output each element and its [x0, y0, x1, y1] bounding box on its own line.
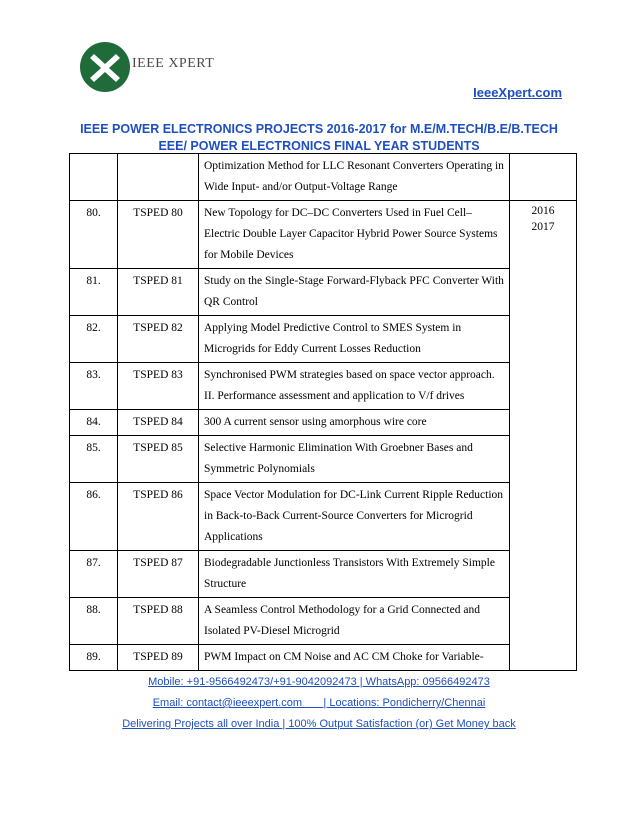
row-number: 82. [70, 316, 118, 363]
page-subtitle: EEE/ POWER ELECTRONICS FINAL YEAR STUDENTS [158, 139, 480, 153]
project-title: Applying Model Predictive Control to SMES System in Microgrids for Eddy Current Losses Reduction [199, 316, 510, 363]
project-code: TSPED 81 [118, 269, 199, 316]
year-end: 2017 [531, 221, 555, 233]
project-code: TSPED 85 [118, 436, 199, 483]
row-number [70, 154, 118, 201]
project-code: TSPED 87 [118, 551, 199, 598]
row-number: 84. [70, 410, 118, 436]
project-title: Biodegradable Junctionless Transistors With Extremely Simple Structure [199, 551, 510, 598]
year-start: 2016 [531, 205, 555, 217]
row-number: 80. [70, 201, 118, 269]
table-row [70, 551, 577, 598]
project-title: Space Vector Modulation for DC-Link Current Ripple Reduction in Back-to-Back Current-Source Converters for Microgrid Applications [199, 483, 510, 551]
project-code: TSPED 88 [118, 598, 199, 645]
project-title: 300 A current sensor using amorphous wire core [199, 410, 510, 436]
table-row [70, 410, 577, 436]
row-number: 85. [70, 436, 118, 483]
table-row [70, 316, 577, 363]
row-number: 89. [70, 645, 118, 671]
project-code: TSPED 80 [118, 201, 199, 269]
page-title: IEEE POWER ELECTRONICS PROJECTS 2016-2017 for M.E/M.TECH/B.E/B.TECH [80, 122, 558, 136]
logo-x-icon [80, 42, 130, 92]
year-cell [510, 201, 577, 671]
table-row [70, 436, 577, 483]
table-row [70, 598, 577, 645]
table-row [70, 363, 577, 410]
footer-contact-email[interactable]: Email: contact@ieeexpert.com | Locations: Pondicherry/Chennai [152, 697, 486, 709]
table-row [70, 201, 577, 269]
row-number: 88. [70, 598, 118, 645]
row-number: 81. [70, 269, 118, 316]
project-title: Optimization Method for LLC Resonant Converters Operating in Wide Input- and/or Output-Voltage Range [199, 154, 510, 201]
table-row [70, 154, 577, 201]
project-code: TSPED 82 [118, 316, 199, 363]
footer-tagline[interactable]: Delivering Projects all over India | 100% Output Satisfaction (or) Get Money back [122, 718, 516, 730]
project-title: New Topology for DC–DC Converters Used in Fuel Cell–Electric Double Layer Capacitor Hybrid Power Source Systems for Mobile Devices [199, 201, 510, 269]
project-code: TSPED 89 [118, 645, 199, 671]
year-cell-empty [510, 154, 577, 201]
table-row [70, 645, 577, 671]
project-code: TSPED 84 [118, 410, 199, 436]
footer-contact-phone[interactable]: Mobile: +91-9566492473/+91-9042092473 | WhatsApp: 09566492473 [148, 676, 490, 688]
project-title: A Seamless Control Methodology for a Grid Connected and Isolated PV-Diesel Microgrid [199, 598, 510, 645]
table-row [70, 269, 577, 316]
ieee-xpert-logo [80, 42, 215, 92]
projects-table [69, 153, 577, 671]
row-number: 83. [70, 363, 118, 410]
project-code: TSPED 86 [118, 483, 199, 551]
project-title: Synchronised PWM strategies based on space vector approach. II. Performance assessment and application to V/f drives [199, 363, 510, 410]
project-code [118, 154, 199, 201]
project-title: Study on the Single-Stage Forward-Flyback PFC Converter With QR Control [199, 269, 510, 316]
logo-text: IEEE XPERT [132, 56, 215, 71]
table-row [70, 483, 577, 551]
project-title: PWM Impact on CM Noise and AC CM Choke for Variable- [199, 645, 510, 671]
site-link[interactable]: IeeeXpert.com [473, 85, 562, 100]
project-title: Selective Harmonic Elimination With Groebner Bases and Symmetric Polynomials [199, 436, 510, 483]
project-code: TSPED 83 [118, 363, 199, 410]
row-number: 87. [70, 551, 118, 598]
row-number: 86. [70, 483, 118, 551]
